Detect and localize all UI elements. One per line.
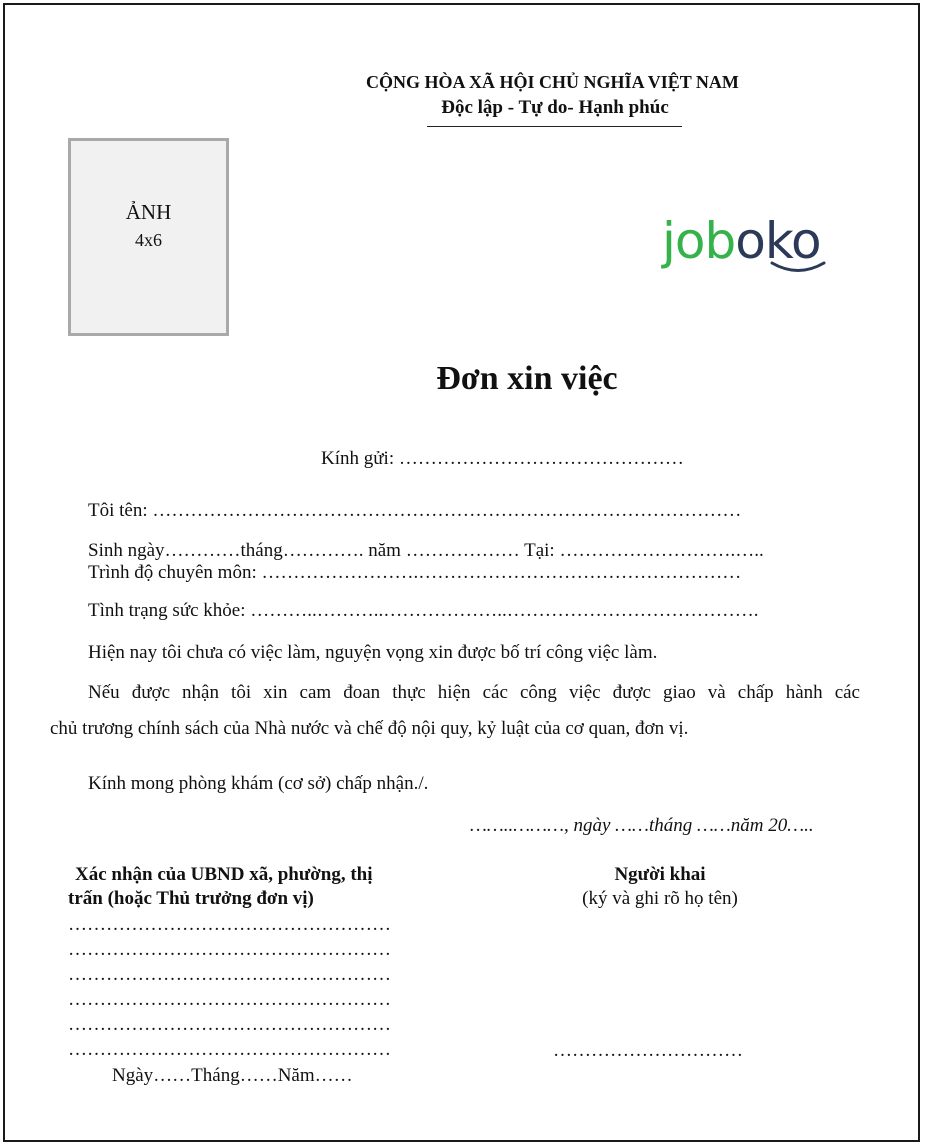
national-motto: Độc lập - Tự do- Hạnh phúc bbox=[441, 97, 669, 118]
confirmation-date-line: Ngày……Tháng……Năm…… bbox=[112, 1065, 353, 1086]
confirmation-dots: …………………………………………… bbox=[68, 914, 391, 935]
recipient-line: Kính gửi: ……………………………………… bbox=[321, 448, 684, 469]
confirmation-dots: …………………………………………… bbox=[68, 989, 391, 1010]
confirmation-title-line-2: trấn (hoặc Thủ trưởng đơn vị) bbox=[68, 888, 314, 909]
joboko-logo bbox=[660, 206, 850, 280]
photo-label: ẢNH bbox=[125, 200, 172, 224]
photo-size: 4x6 bbox=[135, 230, 162, 250]
declarant-title: Người khai bbox=[614, 864, 706, 885]
paragraph-2-line-2: chủ trương chính sách của Nhà nước và chế độ nội quy, kỷ luật của cơ quan, đơn vị. bbox=[50, 718, 689, 739]
confirmation-title-line-1: Xác nhận của UBND xã, phường, thị bbox=[75, 864, 373, 885]
date-line: ……..………, ngày ……tháng ……năm 20….. bbox=[470, 815, 814, 836]
confirmation-dots: …………………………………………… bbox=[68, 964, 391, 985]
confirmation-dots: …………………………………………… bbox=[68, 1014, 391, 1035]
motto-underline bbox=[427, 126, 682, 127]
joboko-logo-text: joboko bbox=[662, 212, 821, 270]
closing-line: Kính mong phòng khám (cơ sở) chấp nhận./. bbox=[88, 773, 429, 794]
declarant-signature-line: ………………………… bbox=[553, 1040, 743, 1061]
national-title: CỘNG HÒA XÃ HỘI CHỦ NGHĨA VIỆT NAM bbox=[366, 72, 739, 92]
document-title: Đơn xin việc bbox=[436, 360, 618, 397]
confirmation-dots: …………………………………………… bbox=[68, 1039, 391, 1060]
education-line: Trình độ chuyên môn: …………………….…………………………………………… bbox=[88, 562, 742, 583]
name-line: Tôi tên: ………………………………………………………………………………… bbox=[88, 500, 742, 521]
confirmation-dots: …………………………………………… bbox=[68, 939, 391, 960]
declarant-subtitle: (ký và ghi rõ họ tên) bbox=[582, 888, 738, 909]
birth-line: Sinh ngày…………tháng…………. năm ……………… Tại: ……………………….….. bbox=[88, 540, 764, 561]
paragraph-1: Hiện nay tôi chưa có việc làm, nguyện vọng xin được bố trí công việc làm. bbox=[88, 642, 658, 663]
health-line: Tình trạng sức khỏe: ………..………..………………..…………………………………. bbox=[88, 600, 759, 621]
paragraph-2-line-1: Nếu được nhận tôi xin cam đoan thực hiện các công việc được giao và chấp hành các bbox=[88, 682, 860, 703]
